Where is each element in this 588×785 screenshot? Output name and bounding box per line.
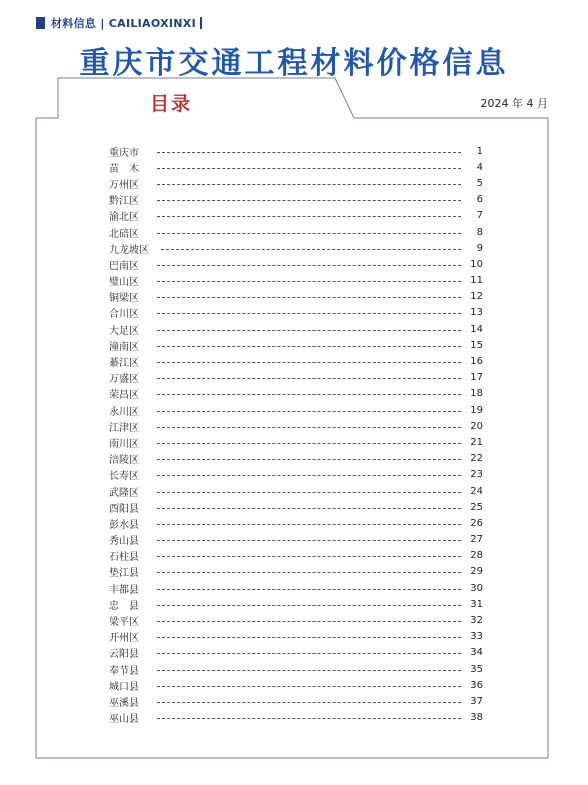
toc-leader-dots <box>157 508 461 509</box>
toc-leader-dots <box>157 200 461 201</box>
toc-item-page: 12 <box>470 291 483 303</box>
toc-item-page: 23 <box>470 469 483 481</box>
toc-leader-dots <box>157 524 461 525</box>
toc-item[interactable] <box>109 451 483 467</box>
toc-leader-dots <box>157 670 461 671</box>
toc-item-page: 32 <box>470 615 483 627</box>
toc-item[interactable] <box>109 564 483 580</box>
toc-leader-dots <box>157 216 461 217</box>
toc-item-page: 36 <box>470 679 483 691</box>
toc-item-name: 垫江县 <box>109 568 139 580</box>
toc-item-name: 南川区 <box>109 438 139 450</box>
toc-item-page: 16 <box>470 356 483 368</box>
toc-leader-dots <box>157 443 461 444</box>
toc-item-name: 巴南区 <box>109 260 139 272</box>
toc-item-page: 17 <box>470 372 483 384</box>
toc-item-name: 开州区 <box>109 633 139 645</box>
toc-leader-dots <box>157 702 461 703</box>
toc-item-page: 29 <box>470 566 483 578</box>
brand-label: 材料信息 | CAILIAOXINXI <box>51 17 196 30</box>
toc-item-name: 酉阳县 <box>109 503 139 515</box>
toc-item[interactable] <box>109 321 483 337</box>
toc-leader-dots <box>157 589 461 590</box>
toc-item-page: 20 <box>470 420 483 432</box>
toc-item-page: 14 <box>470 323 483 335</box>
toc-item[interactable] <box>109 548 483 564</box>
toc-item-name: 黔江区 <box>109 196 139 208</box>
toc-item-page: 35 <box>470 663 483 675</box>
toc-item[interactable] <box>109 499 483 515</box>
toc-leader-dots <box>157 313 461 314</box>
toc-item[interactable] <box>109 224 483 240</box>
toc-leader-dots <box>157 475 461 476</box>
toc-item-page: 25 <box>470 501 483 513</box>
toc-item-page: 18 <box>470 388 483 400</box>
toc-leader-dots <box>157 281 461 282</box>
toc-item-page: 21 <box>470 436 483 448</box>
toc-leader-dots <box>157 394 461 395</box>
toc-item-name: 万盛区 <box>109 374 139 386</box>
toc-heading: 目录 <box>150 93 193 115</box>
toc-item[interactable] <box>109 159 483 175</box>
toc-leader-dots <box>157 686 461 687</box>
toc-item[interactable] <box>109 645 483 661</box>
toc-item-name: 万州区 <box>109 179 139 191</box>
toc-item-page: 4 <box>476 161 483 173</box>
toc-item-page: 10 <box>470 258 483 270</box>
toc-item[interactable] <box>109 305 483 321</box>
toc-leader-dots <box>157 653 461 654</box>
toc-leader-dots <box>157 265 461 266</box>
toc-item-name: 璧山区 <box>109 277 139 289</box>
toc-item[interactable] <box>109 370 483 386</box>
toc-leader-dots <box>157 411 461 412</box>
toc-item-page: 6 <box>476 194 483 206</box>
toc-item-name: 江津区 <box>109 422 139 434</box>
toc-leader-dots <box>157 718 461 719</box>
toc-item-page: 37 <box>470 695 483 707</box>
toc-leader-dots <box>157 556 461 557</box>
toc-item-page: 26 <box>470 517 483 529</box>
toc-leader-dots <box>157 378 461 379</box>
toc-leader-dots <box>157 362 461 363</box>
toc-item[interactable] <box>109 467 483 483</box>
toc-leader-dots <box>157 459 461 460</box>
toc-item[interactable] <box>109 175 483 191</box>
toc-item-name: 永川区 <box>109 406 139 418</box>
toc-item-name: 长寿区 <box>109 471 139 483</box>
toc-item[interactable] <box>109 580 483 596</box>
toc-leader-dots <box>157 168 461 169</box>
toc-item[interactable] <box>109 402 483 418</box>
toc-item-name: 云阳县 <box>109 649 139 661</box>
toc-item[interactable] <box>109 337 483 353</box>
toc-leader-dots <box>157 346 461 347</box>
toc-item-page: 15 <box>470 339 483 351</box>
toc-leader-dots <box>157 605 461 606</box>
toc-item[interactable] <box>109 143 483 159</box>
toc-item-page: 11 <box>470 275 483 287</box>
toc-item-name: 梁平区 <box>109 617 139 629</box>
toc-item-name: 石柱县 <box>109 552 139 564</box>
toc-item-name: 秀山县 <box>109 536 139 548</box>
toc-item-name: 苗 木 <box>109 163 139 175</box>
toc-item-page: 28 <box>470 550 483 562</box>
toc-item[interactable] <box>109 418 483 434</box>
toc-item[interactable] <box>109 192 483 208</box>
toc-item[interactable] <box>109 289 483 305</box>
toc-item-name: 渝北区 <box>109 212 139 224</box>
toc-item-name: 大足区 <box>109 325 139 337</box>
toc-item[interactable] <box>109 661 483 677</box>
toc-item-name: 彭水县 <box>109 519 139 531</box>
toc-item-name: 合川区 <box>109 309 139 321</box>
toc-item[interactable] <box>109 240 483 256</box>
toc-item[interactable] <box>109 353 483 369</box>
toc-item-page: 33 <box>470 631 483 643</box>
toc-leader-dots <box>161 249 461 250</box>
toc-item-name: 铜梁区 <box>109 293 139 305</box>
toc-item[interactable] <box>109 612 483 628</box>
toc-leader-dots <box>157 621 461 622</box>
toc-item-page: 5 <box>476 177 483 189</box>
toc-item[interactable] <box>109 386 483 402</box>
toc-item-name: 巫溪县 <box>109 697 139 709</box>
toc-item-page: 13 <box>470 307 483 319</box>
toc-leader-dots <box>157 233 461 234</box>
toc-item-name: 潼南区 <box>109 341 139 353</box>
toc-item-name: 忠 县 <box>109 600 139 612</box>
toc-item[interactable] <box>109 208 483 224</box>
toc-item[interactable] <box>109 515 483 531</box>
toc-item[interactable] <box>109 710 483 726</box>
toc-item[interactable] <box>109 629 483 645</box>
toc-list <box>109 143 483 726</box>
toc-item-name: 武隆区 <box>109 487 139 499</box>
toc-item[interactable] <box>109 273 483 289</box>
toc-item-page: 34 <box>470 647 483 659</box>
toc-leader-dots <box>157 637 461 638</box>
toc-item[interactable] <box>109 596 483 612</box>
toc-leader-dots <box>157 330 461 331</box>
toc-item-page: 38 <box>470 712 483 724</box>
toc-leader-dots <box>157 492 461 493</box>
toc-item-name: 奉节县 <box>109 665 139 677</box>
toc-leader-dots <box>157 184 461 185</box>
toc-item-name: 北碚区 <box>109 228 139 240</box>
toc-item-name: 巫山县 <box>109 714 139 726</box>
toc-item-name: 荣昌区 <box>109 390 139 402</box>
toc-item-name: 重庆市 <box>109 147 139 159</box>
toc-item-page: 30 <box>470 582 483 594</box>
toc-item-name: 綦江区 <box>109 358 139 370</box>
toc-leader-dots <box>157 572 461 573</box>
toc-leader-dots <box>157 152 461 153</box>
toc-item[interactable] <box>109 256 483 272</box>
toc-item[interactable] <box>109 532 483 548</box>
toc-item-page: 8 <box>476 226 483 238</box>
issue-date: 2024 年 4 月 <box>480 97 548 110</box>
toc-item[interactable] <box>109 677 483 693</box>
toc-item[interactable] <box>109 693 483 709</box>
toc-item-page: 24 <box>470 485 483 497</box>
page-title: 重庆市交通工程材料价格信息 <box>79 46 509 81</box>
toc-item-name: 城口县 <box>109 681 139 693</box>
toc-item-page: 7 <box>476 210 483 222</box>
toc-item-page: 22 <box>470 453 483 465</box>
toc-item-name: 涪陵区 <box>109 455 139 467</box>
toc-leader-dots <box>157 540 461 541</box>
toc-item-page: 1 <box>476 145 483 157</box>
toc-item-page: 9 <box>476 242 483 254</box>
toc-item[interactable] <box>109 434 483 450</box>
toc-item-page: 27 <box>470 534 483 546</box>
toc-item-page: 19 <box>470 404 483 416</box>
toc-item-page: 31 <box>470 598 483 610</box>
toc-item-name: 九龙坡区 <box>109 244 149 256</box>
toc-leader-dots <box>157 427 461 428</box>
toc-item[interactable] <box>109 483 483 499</box>
toc-leader-dots <box>157 297 461 298</box>
toc-item-name: 丰都县 <box>109 584 139 596</box>
